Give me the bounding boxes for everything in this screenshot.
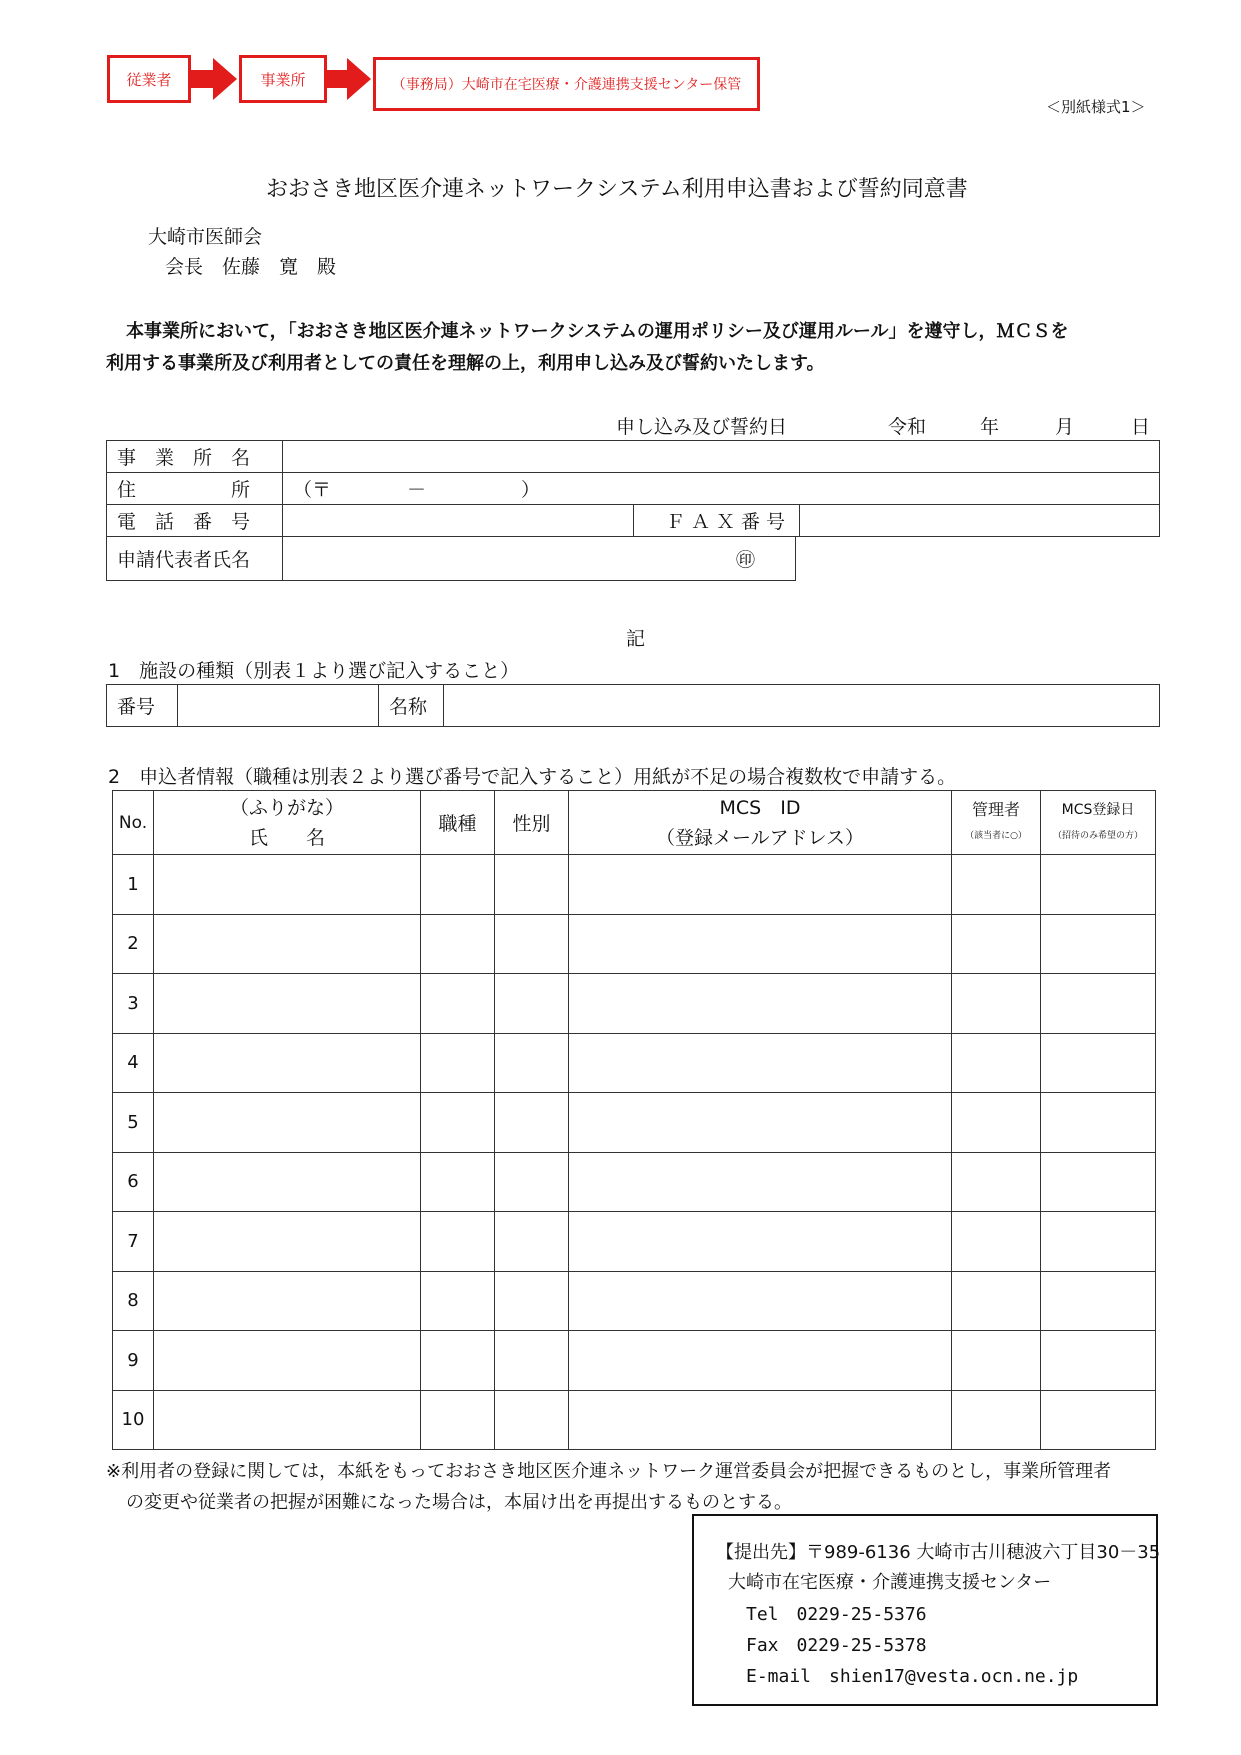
submit-center: 大崎市在宅医療・介護連携支援センター: [728, 1572, 1052, 1593]
mcs-id-cell[interactable]: [569, 1212, 952, 1272]
job-cell[interactable]: [421, 855, 495, 915]
mcs-id-cell[interactable]: [569, 1271, 952, 1331]
job-cell[interactable]: [421, 1093, 495, 1153]
mcs-id-cell[interactable]: [569, 855, 952, 915]
page-title: おおさき地区医介連ネットワークシステム利用申込書および誓約同意書: [266, 177, 968, 202]
row-number: 9: [113, 1331, 154, 1391]
job-cell[interactable]: [421, 1271, 495, 1331]
sex-cell[interactable]: [495, 1093, 569, 1153]
sex-cell[interactable]: [495, 1331, 569, 1391]
sex-cell[interactable]: [495, 914, 569, 974]
phone-label: [107, 505, 283, 537]
admin-cell[interactable]: [952, 1331, 1041, 1391]
address-field[interactable]: [283, 473, 1160, 505]
reg-date-cell[interactable]: [1041, 1033, 1156, 1093]
address-label-text: 住 所: [117, 479, 251, 501]
col-job: [421, 791, 495, 855]
facility-number-label: [107, 685, 178, 727]
table-row: [113, 974, 1156, 1034]
sex-cell[interactable]: [495, 974, 569, 1034]
sex-cell[interactable]: [495, 1212, 569, 1272]
submit-email: E-mail shien17@vesta.ocn.ne.jp: [746, 1666, 1079, 1687]
note-line1: ※利用者の登録に関しては，本紙をもっておおさき地区医介連ネットワーク運営委員会が把握できるものとし，事業所管理者: [106, 1461, 1112, 1482]
mcs-id-cell[interactable]: [569, 1093, 952, 1153]
col-mcs-id-text: MCS ID: [719, 796, 801, 819]
col-sex-text: 性別: [512, 813, 551, 835]
applicant-table: [112, 790, 1156, 1450]
facility-number-field[interactable]: [178, 685, 379, 727]
office-name-field[interactable]: [283, 441, 1160, 473]
row-number: 2: [113, 914, 154, 974]
sex-cell[interactable]: [495, 1152, 569, 1212]
col-admin: [952, 791, 1041, 855]
fax-label: [634, 505, 800, 537]
office-name-label: [107, 441, 283, 473]
table-row: [113, 1152, 1156, 1212]
table-row: [113, 1271, 1156, 1331]
seal-mark: ㊞: [735, 549, 755, 571]
rep-field[interactable]: [283, 537, 796, 581]
flow-step-office: 事業所: [239, 55, 327, 103]
reg-date-cell[interactable]: [1041, 855, 1156, 915]
address-postal-template: （〒 － ）: [293, 479, 541, 501]
facility-number-label-text: 番号: [117, 696, 156, 718]
flow-step-employee: 従業者: [107, 55, 191, 103]
col-mcs-email-text: （登録メールアドレス）: [655, 826, 865, 849]
job-cell[interactable]: [421, 1152, 495, 1212]
row-number: 4: [113, 1033, 154, 1093]
row-number: 7: [113, 1212, 154, 1272]
job-cell[interactable]: [421, 914, 495, 974]
table-row: [113, 1390, 1156, 1450]
submit-address: 【提出先】〒989-6136 大崎市古川穂波六丁目30－35: [716, 1542, 1161, 1563]
col-no: [113, 791, 154, 855]
addressee-person: 会長 佐藤 寛 殿: [165, 256, 337, 278]
reg-date-cell[interactable]: [1041, 1271, 1156, 1331]
name-cell[interactable]: [154, 855, 421, 915]
rep-label-text: 申請代表者氏名: [117, 549, 251, 571]
flow-step-center: （事務局）大崎市在宅医療・介護連携支援センター保管: [373, 57, 760, 111]
admin-cell[interactable]: [952, 1093, 1041, 1153]
job-cell[interactable]: [421, 1033, 495, 1093]
form-id: ＜別紙様式1＞: [1046, 98, 1146, 116]
row-number: 10: [113, 1390, 154, 1450]
date-year: 年: [980, 416, 1000, 438]
col-no-text: No.: [118, 812, 148, 833]
row-number: 1: [113, 855, 154, 915]
admin-cell[interactable]: [952, 914, 1041, 974]
table-row: [113, 1033, 1156, 1093]
mcs-id-cell[interactable]: [569, 974, 952, 1034]
address-label: [107, 473, 283, 505]
reg-date-cell[interactable]: [1041, 914, 1156, 974]
office-info-table: [106, 440, 1160, 537]
mcs-id-cell[interactable]: [569, 1152, 952, 1212]
submit-fax: Fax 0229-25-5378: [746, 1635, 927, 1656]
facility-name-label-text: 名称: [389, 696, 428, 718]
reg-date-cell[interactable]: [1041, 1093, 1156, 1153]
table-row: [113, 1331, 1156, 1391]
pledge-line2: 利用する事業所及び利用者としての責任を理解の上，利用申し込み及び誓約いたします。: [106, 353, 825, 374]
col-reg-date-text: MCS登録日: [1061, 801, 1135, 818]
sex-cell[interactable]: [495, 855, 569, 915]
sex-cell[interactable]: [495, 1271, 569, 1331]
date-era: 令和: [888, 416, 927, 438]
table-row: [113, 1212, 1156, 1272]
admin-cell[interactable]: [952, 855, 1041, 915]
fax-label-text: ＦＡＸ番号: [665, 511, 791, 533]
reg-date-cell[interactable]: [1041, 974, 1156, 1034]
name-cell[interactable]: [154, 1390, 421, 1450]
col-sex: [495, 791, 569, 855]
reg-date-cell[interactable]: [1041, 1152, 1156, 1212]
admin-cell[interactable]: [952, 1390, 1041, 1450]
fax-field[interactable]: [800, 505, 1160, 537]
name-cell[interactable]: [154, 1152, 421, 1212]
sex-cell[interactable]: [495, 1390, 569, 1450]
name-cell[interactable]: [154, 1271, 421, 1331]
reg-date-cell[interactable]: [1041, 1331, 1156, 1391]
name-cell[interactable]: [154, 974, 421, 1034]
submit-tel: Tel 0229-25-5376: [746, 1604, 927, 1625]
admin-cell[interactable]: [952, 1212, 1041, 1272]
col-admin-note: （該当者に○）: [965, 830, 1027, 841]
col-job-text: 職種: [438, 813, 477, 835]
submission-box: [692, 1514, 1161, 1706]
office-name-label-text: 事 業 所 名: [117, 447, 251, 469]
col-reg-date: [1041, 791, 1156, 855]
reg-date-cell[interactable]: [1041, 1212, 1156, 1272]
job-cell[interactable]: [421, 974, 495, 1034]
addressee-org: 大崎市医師会: [148, 226, 263, 248]
admin-cell[interactable]: [952, 1033, 1041, 1093]
note-line2: の変更や従業者の把握が困難になった場合は，本届け出を再提出するものとする。: [126, 1492, 792, 1513]
date-day: 日: [1131, 416, 1151, 438]
date-label: 申し込み及び誓約日: [616, 416, 788, 438]
col-reg-note: （招待のみ希望の方）: [1052, 830, 1143, 841]
reg-date-cell[interactable]: [1041, 1390, 1156, 1450]
facility-name-label: [379, 685, 444, 727]
col-admin-text: 管理者: [971, 799, 1020, 819]
name-cell[interactable]: [154, 1331, 421, 1391]
flow-arrow-icon: [191, 58, 239, 100]
job-cell[interactable]: [421, 1331, 495, 1391]
mcs-id-cell[interactable]: [569, 1331, 952, 1391]
sex-cell[interactable]: [495, 1033, 569, 1093]
row-number: 8: [113, 1271, 154, 1331]
rep-label: [107, 537, 283, 581]
col-mcs-id: [569, 791, 952, 855]
mcs-id-cell[interactable]: [569, 914, 952, 974]
col-furigana-text: （ふりがな）: [229, 796, 344, 819]
name-cell[interactable]: [154, 1093, 421, 1153]
row-number: 3: [113, 974, 154, 1034]
table-row: [113, 855, 1156, 915]
table-row: [113, 914, 1156, 974]
row-number: 6: [113, 1152, 154, 1212]
col-name: [154, 791, 421, 855]
date-month: 月: [1055, 416, 1075, 438]
section1-heading: 1 施設の種類（別表１より選び記入すること）: [108, 660, 520, 682]
facility-name-field[interactable]: [444, 685, 1160, 727]
name-cell[interactable]: [154, 914, 421, 974]
name-cell[interactable]: [154, 1033, 421, 1093]
ki-marker: 記: [626, 628, 646, 650]
phone-label-text: 電 話 番 号: [117, 511, 251, 533]
col-name-text: 氏 名: [248, 826, 325, 849]
row-number: 5: [113, 1093, 154, 1153]
admin-cell[interactable]: [952, 974, 1041, 1034]
job-cell[interactable]: [421, 1212, 495, 1272]
name-cell[interactable]: [154, 1212, 421, 1272]
admin-cell[interactable]: [952, 1271, 1041, 1331]
flow-arrow-icon: [327, 58, 373, 100]
job-cell[interactable]: [421, 1390, 495, 1450]
admin-cell[interactable]: [952, 1152, 1041, 1212]
mcs-id-cell[interactable]: [569, 1390, 952, 1450]
facility-table: [106, 684, 1160, 727]
representative-table: [106, 536, 796, 581]
pledge-line1: 本事業所において，「おおさき地区医介連ネットワークシステムの運用ポリシー及び運用ルール」を遵守し，ＭＣＳを: [126, 321, 1069, 342]
table-row: [113, 1093, 1156, 1153]
section2-heading: 2 申込者情報（職種は別表２より選び番号で記入すること）用紙が不足の場合複数枚で申請する。: [108, 766, 957, 788]
mcs-id-cell[interactable]: [569, 1033, 952, 1093]
phone-field[interactable]: [283, 505, 634, 537]
